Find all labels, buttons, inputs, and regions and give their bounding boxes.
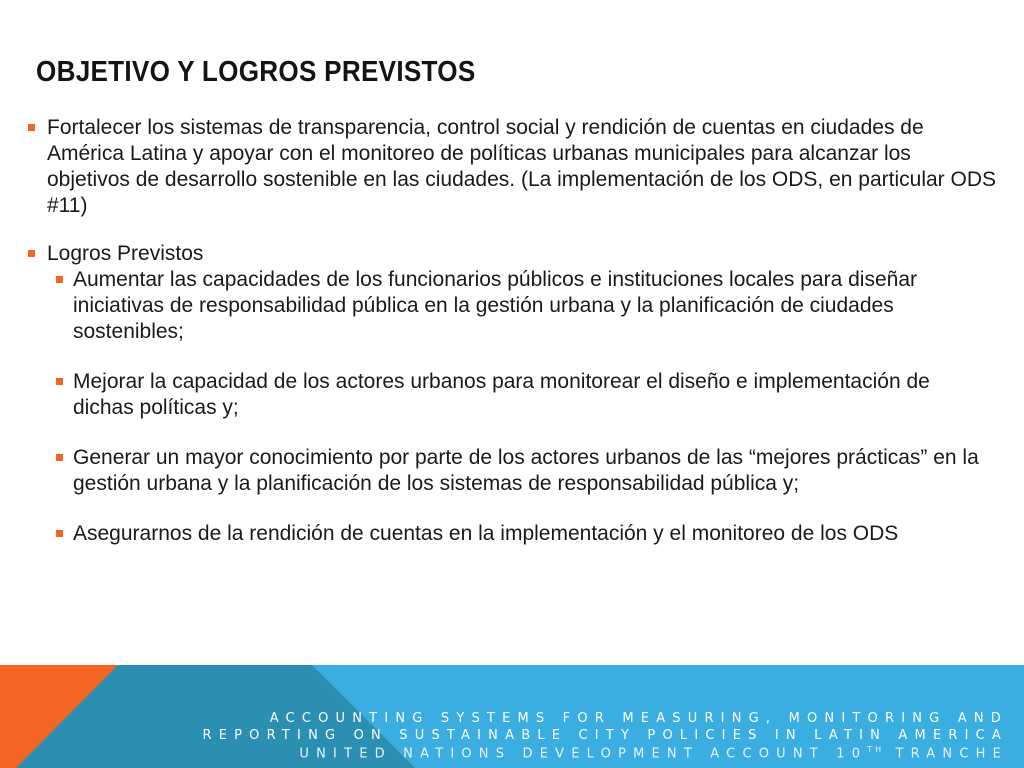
slide-body (26, 115, 996, 547)
sub-bullet-text: Mejorar la capacidad de los actores urbanos para monitorear el diseño e implementación de dichas políticas y; (73, 370, 930, 419)
slide-title: OBJETIVO Y LOGROS PREVISTOS (36, 56, 476, 88)
bullet-text: Logros Previstos (47, 242, 204, 265)
square-bullet-icon (56, 454, 63, 461)
bullet-text: Fortalecer los sistemas de transparencia, control social y rendición de cuentas en ciudades de América Latina y apoyar con el monitoreo de políticas urbanas municipales para alcanzar los objetivos de desarrollo sostenible en las ciudades. (La implementación de los ODS, en particular ODS #11) (47, 116, 996, 217)
square-bullet-icon (28, 250, 35, 257)
footer-line-2: REPORTING ON SUSTAINABLE CITY POLICIES IN LATIN AMERICA (202, 728, 1008, 743)
footer-line-1: ACCOUNTING SYSTEMS FOR MEASURING, MONITORING AND (269, 711, 1008, 726)
square-bullet-icon (28, 124, 35, 131)
square-bullet-icon (56, 276, 63, 283)
bullet-item (26, 115, 996, 219)
square-bullet-icon (56, 530, 63, 537)
sub-bullet-item (26, 369, 996, 421)
footer-band (0, 665, 1024, 768)
sub-bullet-text: Aumentar las capacidades de los funcionarios públicos e instituciones locales para diseñar iniciativas de responsabilidad pública en la gestión urbana y la planificación de ciudades sostenibles; (73, 268, 917, 343)
square-bullet-icon (56, 378, 63, 385)
sub-bullet-item (26, 521, 996, 547)
footer-line-3-main: UNITED NATIONS DEVELOPMENT ACCOUNT 10 (299, 746, 868, 762)
bullet-item (26, 241, 996, 267)
footer-line-3-end: TRANCHE (884, 746, 1008, 762)
footer-line-3 (299, 745, 1008, 761)
sub-bullet-item (26, 445, 996, 497)
sub-bullet-text: Asegurarnos de la rendición de cuentas en la implementación y el monitoreo de los ODS (73, 522, 899, 545)
sub-bullet-text: Generar un mayor conocimiento por parte de los actores urbanos de las “mejores prácticas” en la gestión urbana y la planificación de los sistemas de responsabilidad pública y; (73, 446, 979, 495)
footer-line-3-superscript: TH (867, 745, 885, 754)
sub-bullet-item (26, 267, 996, 345)
